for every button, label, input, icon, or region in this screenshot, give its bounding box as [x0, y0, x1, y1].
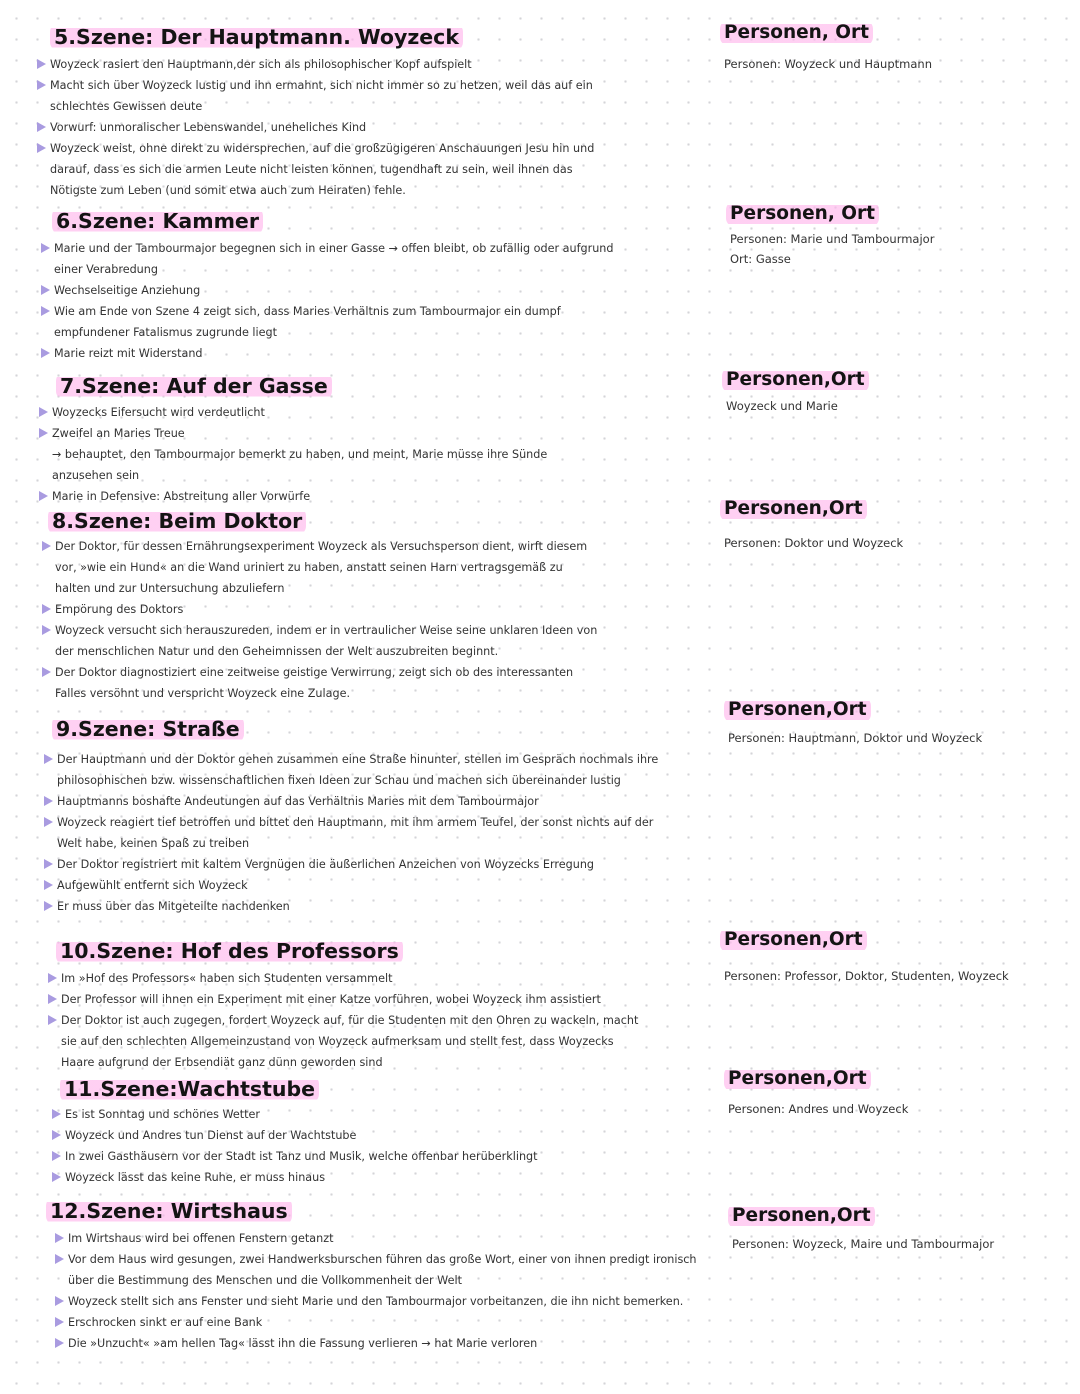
line-text: Im Wirtshaus wird bei offenen Fenstern getanzt [68, 1232, 334, 1245]
personen-ort-text: Personen: Andres und Woyzeck [728, 1102, 909, 1116]
triangle-bullet-icon [52, 1151, 61, 1161]
line-text: Vorwurf: unmoralischer Lebenswandel, uneheliches Kind [50, 121, 367, 134]
line-text: Woyzeck reagiert tief betroffen und bittet den Hauptmann, mit ihm armem Teufel, der sonst nichts auf der [57, 816, 654, 829]
line-text: Hauptmanns boshafte Andeutungen auf das Verhältnis Maries mit dem Tambourmajor [57, 795, 539, 808]
bullet-point [57, 816, 653, 830]
text-line [55, 582, 284, 596]
personen-ort-text: Personen: Woyzeck und Hauptmann [724, 57, 932, 71]
line-text: → behauptet, den Tambourmajor bemerkt zu haben, und meint, Marie müsse ihre Sünde [52, 448, 548, 461]
bullet-point [55, 624, 597, 638]
text-line [52, 469, 139, 483]
line-text: Marie reizt mit Widerstand [54, 347, 203, 360]
triangle-bullet-icon [42, 667, 51, 677]
personen-ort-heading: Personen,Ort [720, 496, 867, 522]
bullet-point [57, 900, 290, 914]
text-line [61, 1056, 383, 1070]
scene-title: 8.Szene: Beim Doktor [48, 507, 306, 535]
bullet-point [68, 1253, 697, 1267]
text-line [50, 163, 573, 177]
personen-ort-text: Personen: Woyzeck, Maire und Tambourmajor [732, 1237, 995, 1251]
line-text: Woyzeck stellt sich ans Fenster und sieht Marie und den Tambourmajor vorbeitanzen, die ihn nicht bemerken. [68, 1295, 684, 1308]
text-line [68, 1274, 462, 1288]
personen-ort-heading: Personen, Ort [720, 20, 873, 46]
bullet-point [57, 795, 539, 809]
triangle-bullet-icon [52, 1130, 61, 1140]
triangle-bullet-icon [39, 428, 48, 438]
personen-ort-text: Personen: Marie und Tambourmajor [730, 232, 935, 246]
triangle-bullet-icon [48, 973, 57, 983]
bullet-point [68, 1232, 333, 1246]
line-text: halten und zur Untersuchung abzuliefern [55, 582, 285, 595]
triangle-bullet-icon [55, 1317, 64, 1327]
triangle-bullet-icon [55, 1254, 64, 1264]
bullet-point [68, 1337, 537, 1351]
bullet-point [65, 1129, 356, 1143]
personen-ort-text: Personen: Doktor und Woyzeck [724, 536, 904, 550]
line-text: Im »Hof des Professors« haben sich Studenten versammelt [61, 972, 393, 985]
bullet-point [54, 284, 200, 298]
line-text: Nötigste zum Leben (und somit etwa auch zum Heiraten) fehle. [50, 184, 406, 197]
line-text: Wechselseitige Anziehung [54, 284, 201, 297]
bullet-point [50, 58, 472, 72]
triangle-bullet-icon [44, 817, 53, 827]
line-text: Woyzeck versucht sich herauszureden, indem er in vertraulicher Weise seine unklaren Ideen von [55, 624, 598, 637]
line-text: Woyzeck lässt das keine Ruhe, er muss hinaus [65, 1171, 326, 1184]
text-line [55, 561, 563, 575]
line-text: In zwei Gasthäusern vor der Stadt ist Tanz und Musik, welche offenbar herüberklingt [65, 1150, 538, 1163]
line-text: Zweifel an Maries Treue [52, 427, 185, 440]
text-line [52, 448, 547, 462]
triangle-bullet-icon [41, 285, 50, 295]
line-text: Vor dem Haus wird gesungen, zwei Handwerksburschen führen das große Wort, einer von ihnen predigt ironisch [68, 1253, 697, 1266]
line-text: Wie am Ende von Szene 4 zeigt sich, dass Maries Verhältnis zum Tambourmajor ein dumpf [54, 305, 561, 318]
triangle-bullet-icon [44, 754, 53, 764]
triangle-bullet-icon [37, 59, 46, 69]
line-text: Empörung des Doktors [55, 603, 184, 616]
text-line [55, 687, 350, 701]
triangle-bullet-icon [37, 80, 46, 90]
triangle-bullet-icon [37, 122, 46, 132]
triangle-bullet-icon [44, 859, 53, 869]
line-text: Er muss über das Mitgeteilte nachdenken [57, 900, 290, 913]
triangle-bullet-icon [55, 1296, 64, 1306]
line-text: Die »Unzucht« »am hellen Tag« lässt ihn die Fassung verlieren → hat Marie verloren [68, 1337, 538, 1350]
text-line [54, 326, 277, 340]
line-text: Der Doktor, für dessen Ernährungsexperiment Woyzeck als Versuchsperson dient, wirft diesem [55, 540, 588, 553]
personen-ort-text: Personen: Professor, Doktor, Studenten, Woyzeck [724, 969, 1009, 983]
bullet-point [65, 1150, 538, 1164]
bullet-point [54, 305, 561, 319]
line-text: Welt habe, keinen Spaß zu treiben [57, 837, 250, 850]
bullet-point [55, 666, 573, 680]
triangle-bullet-icon [41, 306, 50, 316]
text-line [57, 837, 249, 851]
bullet-point [57, 858, 594, 872]
line-text: Falles versöhnt und verspricht Woyzeck eine Zulage. [55, 687, 351, 700]
bullet-point [50, 121, 366, 135]
triangle-bullet-icon [42, 604, 51, 614]
triangle-bullet-icon [55, 1233, 64, 1243]
triangle-bullet-icon [44, 880, 53, 890]
line-text: über die Bestimmung des Menschen und die Vollkommenheit der Welt [68, 1274, 462, 1287]
bullet-point [54, 242, 614, 256]
line-text: Haare aufgrund der Erbsendiät ganz dünn geworden sind [61, 1056, 383, 1069]
triangle-bullet-icon [44, 901, 53, 911]
bullet-point [61, 1014, 638, 1028]
line-text: Macht sich über Woyzeck lustig und ihn ermahnt, sich nicht immer so zu hetzen, weil das auf ein [50, 79, 593, 92]
text-line [50, 100, 202, 114]
triangle-bullet-icon [52, 1172, 61, 1182]
line-text: Woyzecks Eifersucht wird verdeutlicht [52, 406, 265, 419]
bullet-point [50, 79, 593, 93]
personen-ort-heading: Personen,Ort [724, 1066, 871, 1092]
triangle-bullet-icon [39, 407, 48, 417]
line-text: sie auf den schlechten Allgemeinzustand von Woyzeck aufmerksam und stellt fest, dass Woyzecks [61, 1035, 614, 1048]
scene-title: 6.Szene: Kammer [52, 207, 263, 235]
line-text: Erschrocken sinkt er auf eine Bank [68, 1316, 263, 1329]
triangle-bullet-icon [37, 143, 46, 153]
triangle-bullet-icon [44, 796, 53, 806]
personen-ort-heading: Personen,Ort [728, 1203, 875, 1229]
triangle-bullet-icon [42, 625, 51, 635]
bullet-point [65, 1108, 260, 1122]
personen-ort-text: Woyzeck und Marie [726, 399, 838, 413]
scene-title: 11.Szene:Wachtstube [60, 1075, 319, 1103]
line-text: philosophischen bzw. wissenschaftlichen fixen Ideen zur Schau und machen sich übereinander lustig [57, 774, 621, 787]
bullet-point [65, 1171, 325, 1185]
line-text: empfundener Fatalismus zugrunde liegt [54, 326, 278, 339]
line-text: Der Doktor ist auch zugegen, fordert Woyzeck auf, für die Studenten mit den Ohren zu wackeln, macht [61, 1014, 639, 1027]
bullet-point [68, 1316, 262, 1330]
scene-title: 5.Szene: Der Hauptmann. Woyzeck [50, 23, 463, 51]
text-line [55, 645, 498, 659]
triangle-bullet-icon [55, 1338, 64, 1348]
bullet-point [54, 347, 203, 361]
personen-ort-heading: Personen,Ort [720, 927, 867, 953]
triangle-bullet-icon [42, 541, 51, 551]
bullet-point [68, 1295, 683, 1309]
personen-ort-text: Personen: Hauptmann, Doktor und Woyzeck [728, 731, 983, 745]
line-text: Woyzeck weist, ohne direkt zu widersprechen, auf die großzügigeren Anschauungen Jesu hin und [50, 142, 595, 155]
bullet-point [55, 603, 183, 617]
text-line [50, 184, 406, 198]
line-text: vor, »wie ein Hund« an die Wand uriniert zu haben, anstatt seinen Harn vertragsgemäß zu [55, 561, 563, 574]
bullet-point [57, 753, 658, 767]
personen-ort-heading: Personen,Ort [724, 697, 871, 723]
bullet-point [50, 142, 594, 156]
bullet-point [52, 406, 265, 420]
line-text: Marie in Defensive: Abstreitung aller Vorwürfe [52, 490, 311, 503]
bullet-point [61, 972, 392, 986]
line-text: schlechtes Gewissen deute [50, 100, 203, 113]
triangle-bullet-icon [41, 243, 50, 253]
personen-ort-heading: Personen,Ort [722, 367, 869, 393]
triangle-bullet-icon [41, 348, 50, 358]
triangle-bullet-icon [52, 1109, 61, 1119]
scene-title: 12.Szene: Wirtshaus [46, 1197, 292, 1225]
line-text: darauf, dass es sich die armen Leute nicht leisten können, tugendhaft zu sein, weil ihnen das [50, 163, 573, 176]
line-text: Aufgewühlt entfernt sich Woyzeck [57, 879, 248, 892]
line-text: Marie und der Tambourmajor begegnen sich in einer Gasse → offen bleibt, ob zufällig oder aufgrund [54, 242, 614, 255]
scene-title: 7.Szene: Auf der Gasse [56, 372, 332, 400]
bullet-point [52, 490, 310, 504]
line-text: Der Doktor diagnostiziert eine zeitweise geistige Verwirrung, zeigt sich ob des interessanten [55, 666, 574, 679]
bullet-point [57, 879, 248, 893]
line-text: anzusehen sein [52, 469, 140, 482]
text-line [57, 774, 621, 788]
scene-title: 10.Szene: Hof des Professors [56, 937, 403, 965]
triangle-bullet-icon [39, 491, 48, 501]
bullet-point [52, 427, 185, 441]
text-line [61, 1035, 614, 1049]
line-text: Es ist Sonntag und schönes Wetter [65, 1108, 261, 1121]
bullet-point [55, 540, 587, 554]
bullet-point [61, 993, 601, 1007]
personen-ort-text: Ort: Gasse [730, 252, 791, 266]
line-text: einer Verabredung [54, 263, 158, 276]
line-text: Woyzeck und Andres tun Dienst auf der Wachtstube [65, 1129, 357, 1142]
scene-title: 9.Szene: Straße [52, 715, 244, 743]
line-text: Der Hauptmann und der Doktor gehen zusammen eine Straße hinunter, stellen im Gespräch nochmals ihre [57, 753, 659, 766]
line-text: der menschlichen Natur und den Geheimnissen der Welt auszubreiten beginnt. [55, 645, 499, 658]
line-text: Der Doktor registriert mit kaltem Vergnügen die äußerlichen Anzeichen von Woyzecks Erregung [57, 858, 595, 871]
line-text: Der Professor will ihnen ein Experiment mit einer Katze vorführen, wobei Woyzeck ihm assistiert [61, 993, 601, 1006]
text-line [54, 263, 158, 277]
line-text: Woyzeck rasiert den Hauptmann,der sich als philosophischer Kopf aufspielt [50, 58, 472, 71]
personen-ort-heading: Personen, Ort [726, 201, 879, 227]
triangle-bullet-icon [48, 1015, 57, 1025]
triangle-bullet-icon [48, 994, 57, 1004]
